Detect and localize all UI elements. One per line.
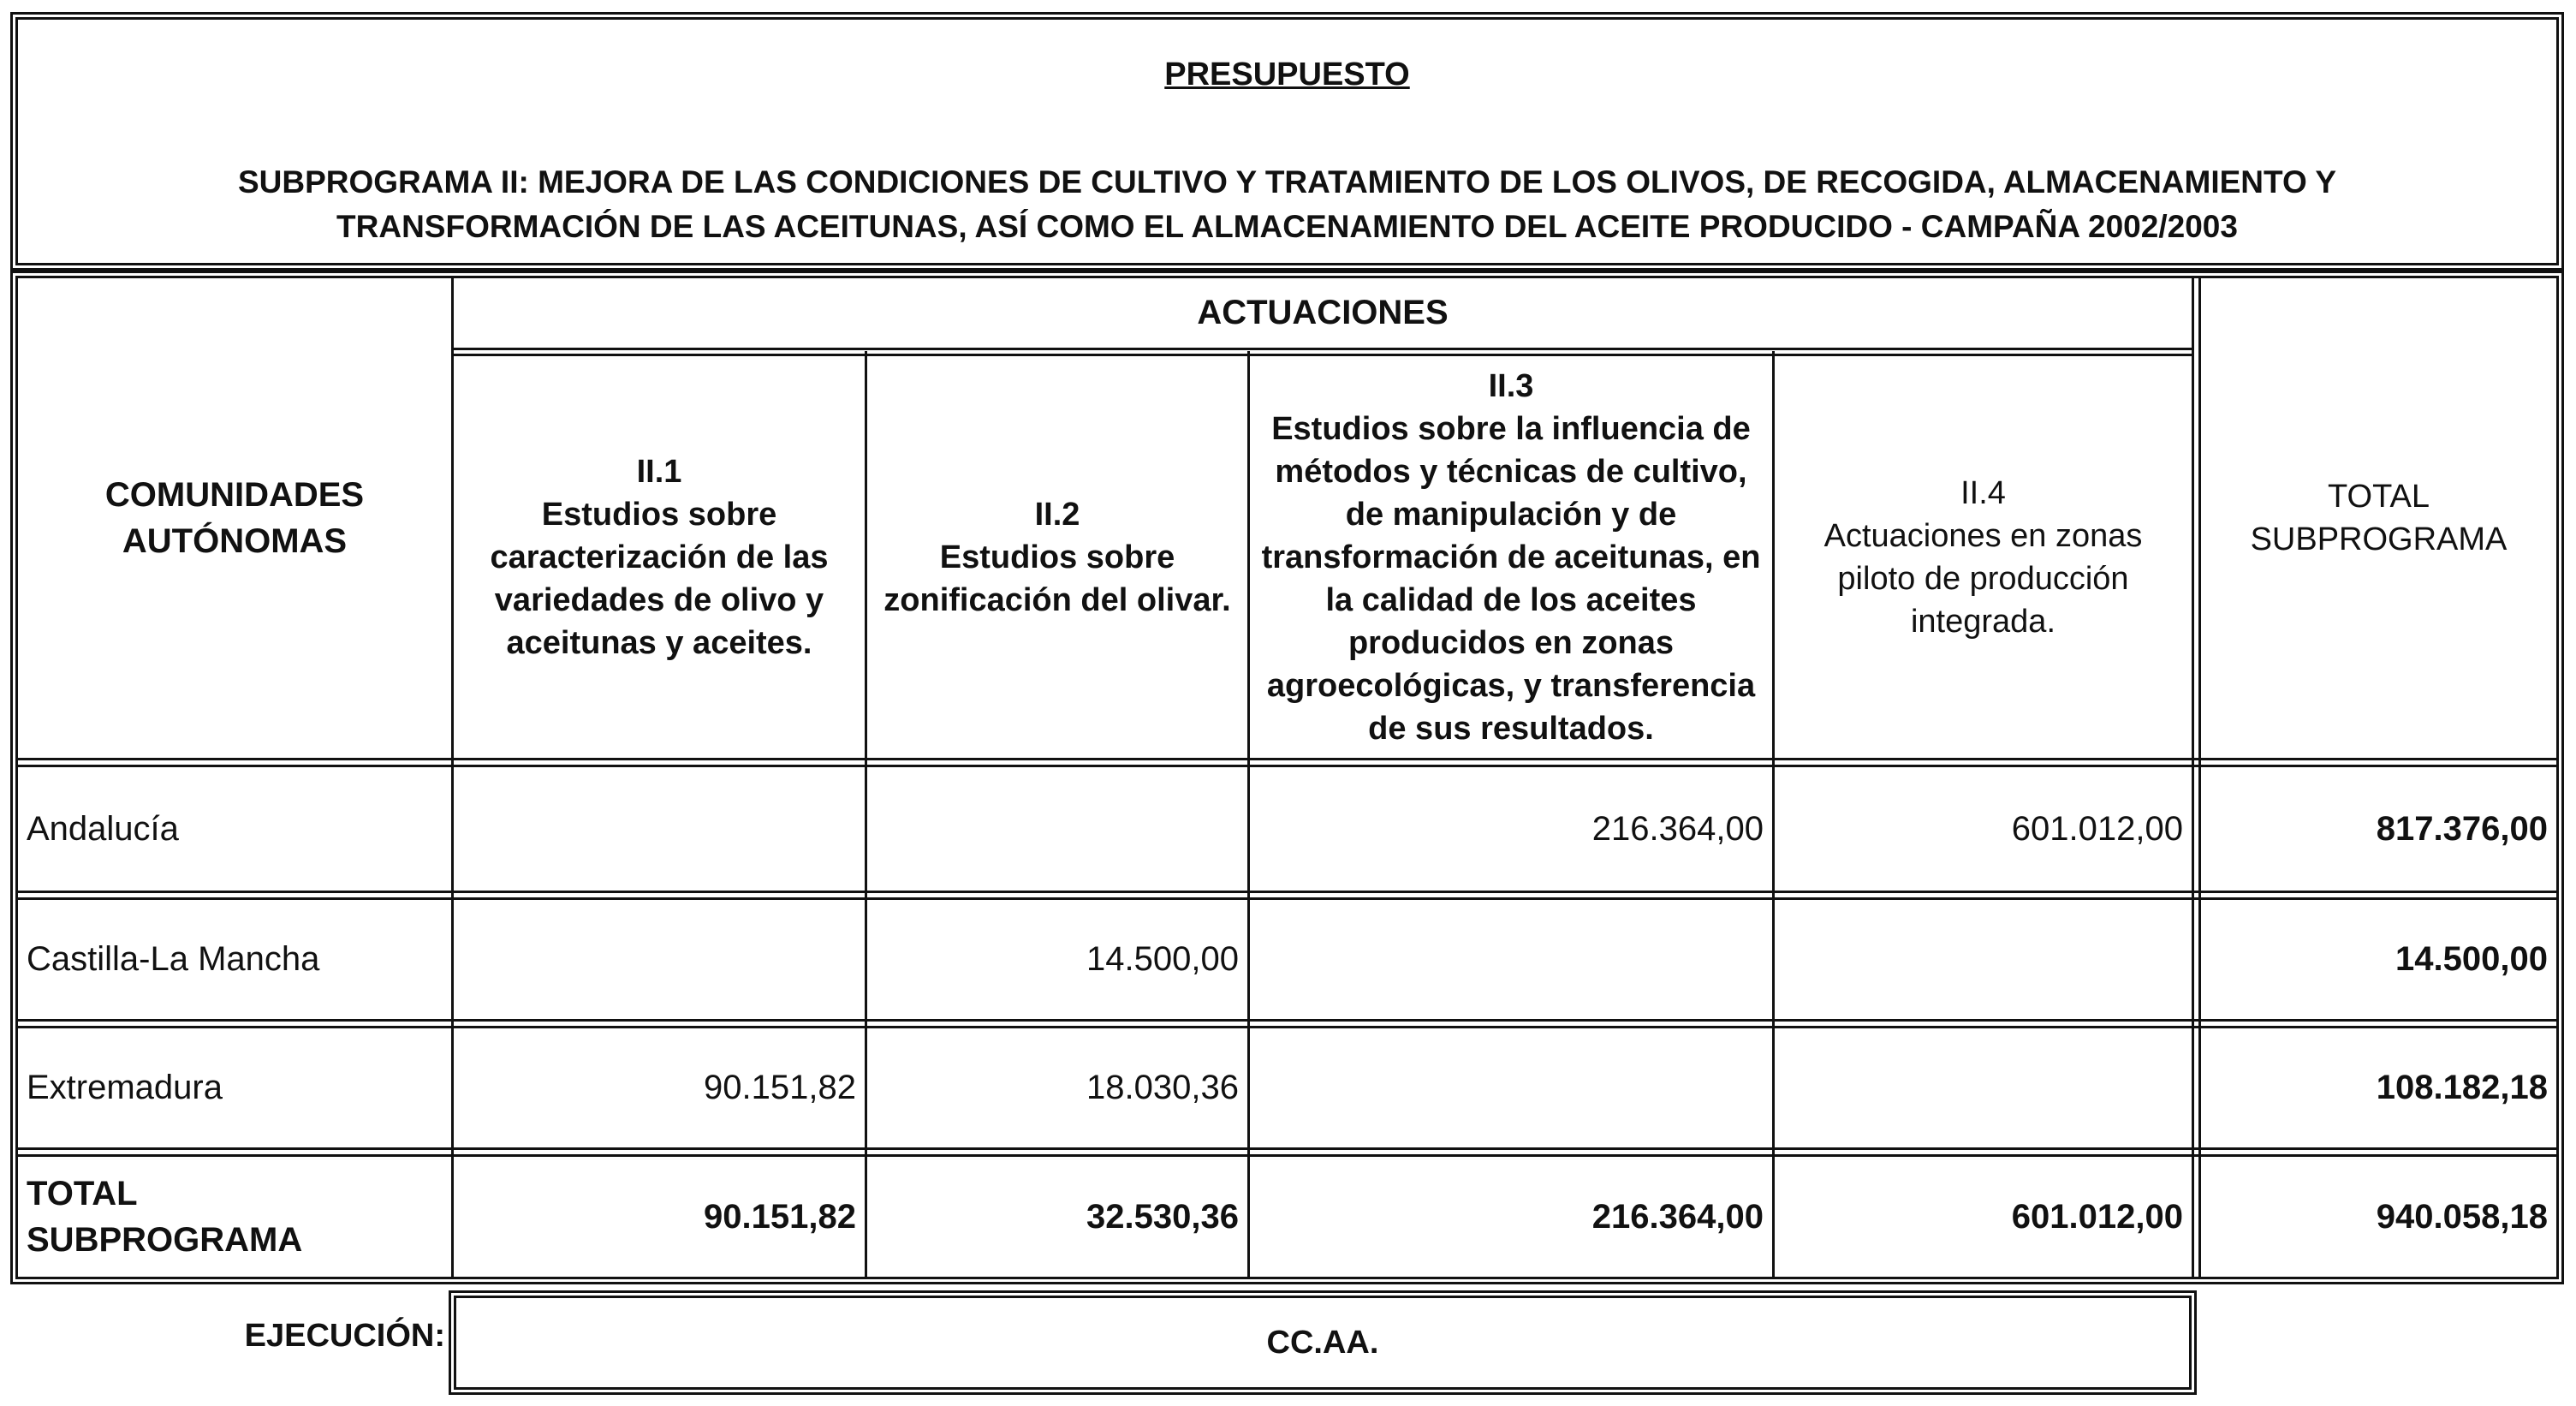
column-code-ii2: II.2 bbox=[1034, 496, 1080, 533]
cell-andalucia-total: 817.376,00 bbox=[2376, 809, 2548, 848]
cell-castilla-ii4 bbox=[1775, 900, 2192, 1019]
column-desc-ii3-l7: agroecológicas, y transferencia bbox=[1266, 667, 1756, 704]
column-desc-ii1-l3: variedades de olivo y bbox=[494, 581, 824, 618]
column-header-ii3 bbox=[1250, 356, 1772, 758]
column-desc-ii3-l1: Estudios sobre la influencia de bbox=[1271, 410, 1751, 447]
cell-andalucia-ii2 bbox=[867, 767, 1247, 891]
column-desc-ii4-l2: piloto de producción bbox=[1837, 560, 2129, 597]
total-ii4: 601.012,00 bbox=[2011, 1197, 2183, 1236]
total-header-line-2: SUBPROGRAMA bbox=[2250, 521, 2508, 557]
column-header-ii4 bbox=[1775, 356, 2192, 758]
column-desc-ii4-l1: Actuaciones en zonas bbox=[1823, 517, 2143, 554]
region-header-line-1: COMUNIDADES bbox=[104, 476, 365, 514]
actions-header: ACTUACIONES bbox=[1197, 294, 1449, 331]
column-header-ii2 bbox=[867, 356, 1247, 758]
grand-total: 940.058,18 bbox=[2376, 1197, 2548, 1236]
row-sep-actions bbox=[451, 348, 2194, 350]
row-region-extremadura: Extremadura bbox=[27, 1069, 223, 1106]
row-sep-header bbox=[15, 758, 2559, 760]
subtitle-line-1: SUBPROGRAMA II: MEJORA DE LAS CONDICIONES DE CULTIVO Y TRATAMIENTO DE LOS OLIVOS, DE RECOGIDA, ALMACENAMIENTO Y bbox=[237, 164, 2337, 200]
row-region-castilla: Castilla-La Mancha bbox=[27, 940, 320, 978]
cell-andalucia-ii3: 216.364,00 bbox=[1591, 809, 1764, 848]
column-desc-ii3-l6: producidos en zonas bbox=[1347, 624, 1675, 661]
cell-extremadura-ii2: 18.030,36 bbox=[1086, 1069, 1239, 1106]
cell-castilla-ii1 bbox=[454, 900, 865, 1019]
cell-andalucia-ii4: 601.012,00 bbox=[2011, 809, 2183, 848]
total-header bbox=[2201, 278, 2556, 758]
column-code-ii1: II.1 bbox=[636, 453, 682, 490]
cell-andalucia-ii1 bbox=[454, 767, 865, 891]
total-ii3: 216.364,00 bbox=[1591, 1197, 1764, 1236]
column-desc-ii1-l4: aceitunas y aceites. bbox=[506, 624, 812, 661]
col-sep-total bbox=[2192, 276, 2194, 1279]
column-code-ii4: II.4 bbox=[1960, 474, 2006, 511]
column-desc-ii1-l2: caracterización de las bbox=[490, 539, 829, 575]
total-header-line-1: TOTAL bbox=[2328, 479, 2430, 515]
column-desc-ii3-l3: de manipulación y de bbox=[1345, 496, 1677, 533]
column-desc-ii1-l1: Estudios sobre bbox=[541, 496, 777, 533]
region-header-line-2: AUTÓNOMAS bbox=[122, 522, 348, 560]
total-row-label-line-1: TOTAL bbox=[27, 1175, 138, 1212]
row-sep-castilla bbox=[15, 1019, 2559, 1022]
column-desc-ii2-l2: zonificación del olivar. bbox=[883, 581, 1231, 618]
region-header bbox=[18, 278, 451, 758]
cell-extremadura-total: 108.182,18 bbox=[2376, 1069, 2548, 1106]
total-row-label-line-2: SUBPROGRAMA bbox=[27, 1221, 303, 1259]
cell-castilla-ii2: 14.500,00 bbox=[1086, 940, 1239, 978]
column-desc-ii2-l1: Estudios sobre bbox=[939, 539, 1175, 575]
column-desc-ii3-l5: la calidad de los aceites bbox=[1325, 581, 1697, 618]
row-sep-andalucia bbox=[15, 891, 2559, 893]
column-header-ii1 bbox=[454, 356, 865, 758]
execution-label: EJECUCIÓN: bbox=[244, 1317, 445, 1354]
row-sep-extremadura bbox=[15, 1147, 2559, 1150]
cell-extremadura-ii3 bbox=[1250, 1028, 1772, 1147]
column-desc-ii4-l3: integrada. bbox=[1910, 603, 2055, 640]
column-code-ii3: II.3 bbox=[1488, 367, 1534, 404]
total-row-label bbox=[27, 1157, 451, 1277]
subtitle-line-2: TRANSFORMACIÓN DE LAS ACEITUNAS, ASÍ COMO EL ALMACENAMIENTO DEL ACEITE PRODUCIDO - CAMPAÑA 2002/2003 bbox=[336, 209, 2238, 244]
row-region-andalucia: Andalucía bbox=[27, 809, 179, 848]
cell-castilla-ii3 bbox=[1250, 900, 1772, 1019]
page-title: PRESUPUESTO bbox=[1164, 57, 1410, 92]
cell-castilla-total: 14.500,00 bbox=[2395, 940, 2548, 978]
total-ii2: 32.530,36 bbox=[1086, 1197, 1239, 1236]
column-desc-ii3-l8: de sus resultados. bbox=[1368, 710, 1654, 747]
column-desc-ii3-l2: métodos y técnicas de cultivo, bbox=[1275, 453, 1747, 490]
cell-extremadura-ii4 bbox=[1775, 1028, 2192, 1147]
execution-value: CC.AA. bbox=[454, 1296, 2192, 1390]
cell-extremadura-ii1: 90.151,82 bbox=[704, 1069, 856, 1106]
total-ii1: 90.151,82 bbox=[704, 1197, 856, 1236]
column-desc-ii3-l4: transformación de aceitunas, en bbox=[1261, 539, 1761, 575]
